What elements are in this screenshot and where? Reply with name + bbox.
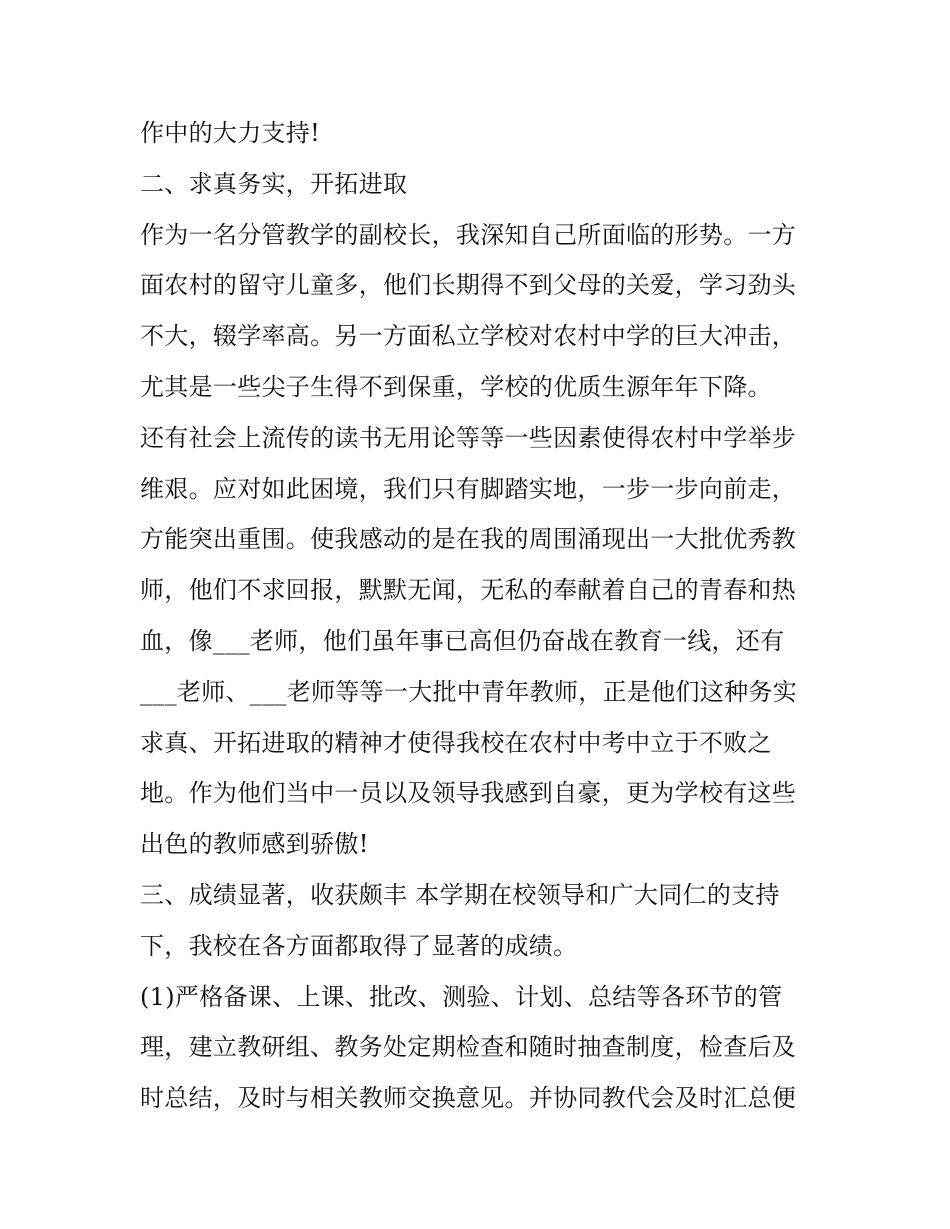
text-line: ___老师、___老师等等一大批中青年教师，正是他们这种务实	[140, 677, 797, 706]
text-line: 出色的教师感到骄傲!	[140, 830, 369, 859]
text-line: 作为一名分管教学的副校长，我深知自己所面临的形势。一方	[140, 220, 797, 249]
text-line: 师，他们不求回报，默默无闻，无私的奉献着自己的青春和热	[140, 576, 797, 605]
text-line: 还有社会上流传的读书无用论等等一些因素使得农村中学举步	[140, 423, 797, 452]
text-line: 血，像___老师，他们虽年事已高但仍奋战在教育一线，还有	[140, 626, 785, 655]
text-line: 方能突出重围。使我感动的是在我的周围涌现出一大批优秀教	[140, 525, 797, 554]
text-line: 地。作为他们当中一员以及领导我感到自豪，更为学校有这些	[140, 779, 797, 808]
text-line: 面农村的留守儿童多，他们长期得不到父母的关爱，学习劲头	[140, 271, 797, 300]
section-heading: 二、求真务实，开拓进取	[140, 169, 408, 198]
text-line: 不大，辍学率高。另一方面私立学校对农村中学的巨大冲击，	[140, 322, 797, 351]
text-line: 作中的大力支持!	[140, 119, 321, 147]
text-line: 维艰。应对如此困境，我们只有脚踏实地，一步一步向前走，	[140, 474, 797, 503]
text-line: 尤其是一些尖子生得不到保重，学校的优质生源年年下降。	[140, 372, 772, 401]
text-line: 下，我校在各方面都取得了显著的成绩。	[140, 931, 578, 960]
section-heading: 三、成绩显著，收获颇丰 本学期在校领导和广大同仁的支持	[140, 880, 780, 909]
text-line: 求真、开拓进取的精神才使得我校在农村中考中立于不败之	[140, 728, 772, 757]
list-item: (1)严格备课、上课、批改、测验、计划、总结等各环节的管	[140, 982, 783, 1011]
body-text	[140, 108, 820, 1124]
text-line: 理，建立教研组、教务处定期检查和随时抽查制度，检查后及	[140, 1033, 797, 1062]
text-line: 时总结，及时与相关教师交换意见。并协同教代会及时汇总便	[140, 1084, 797, 1113]
